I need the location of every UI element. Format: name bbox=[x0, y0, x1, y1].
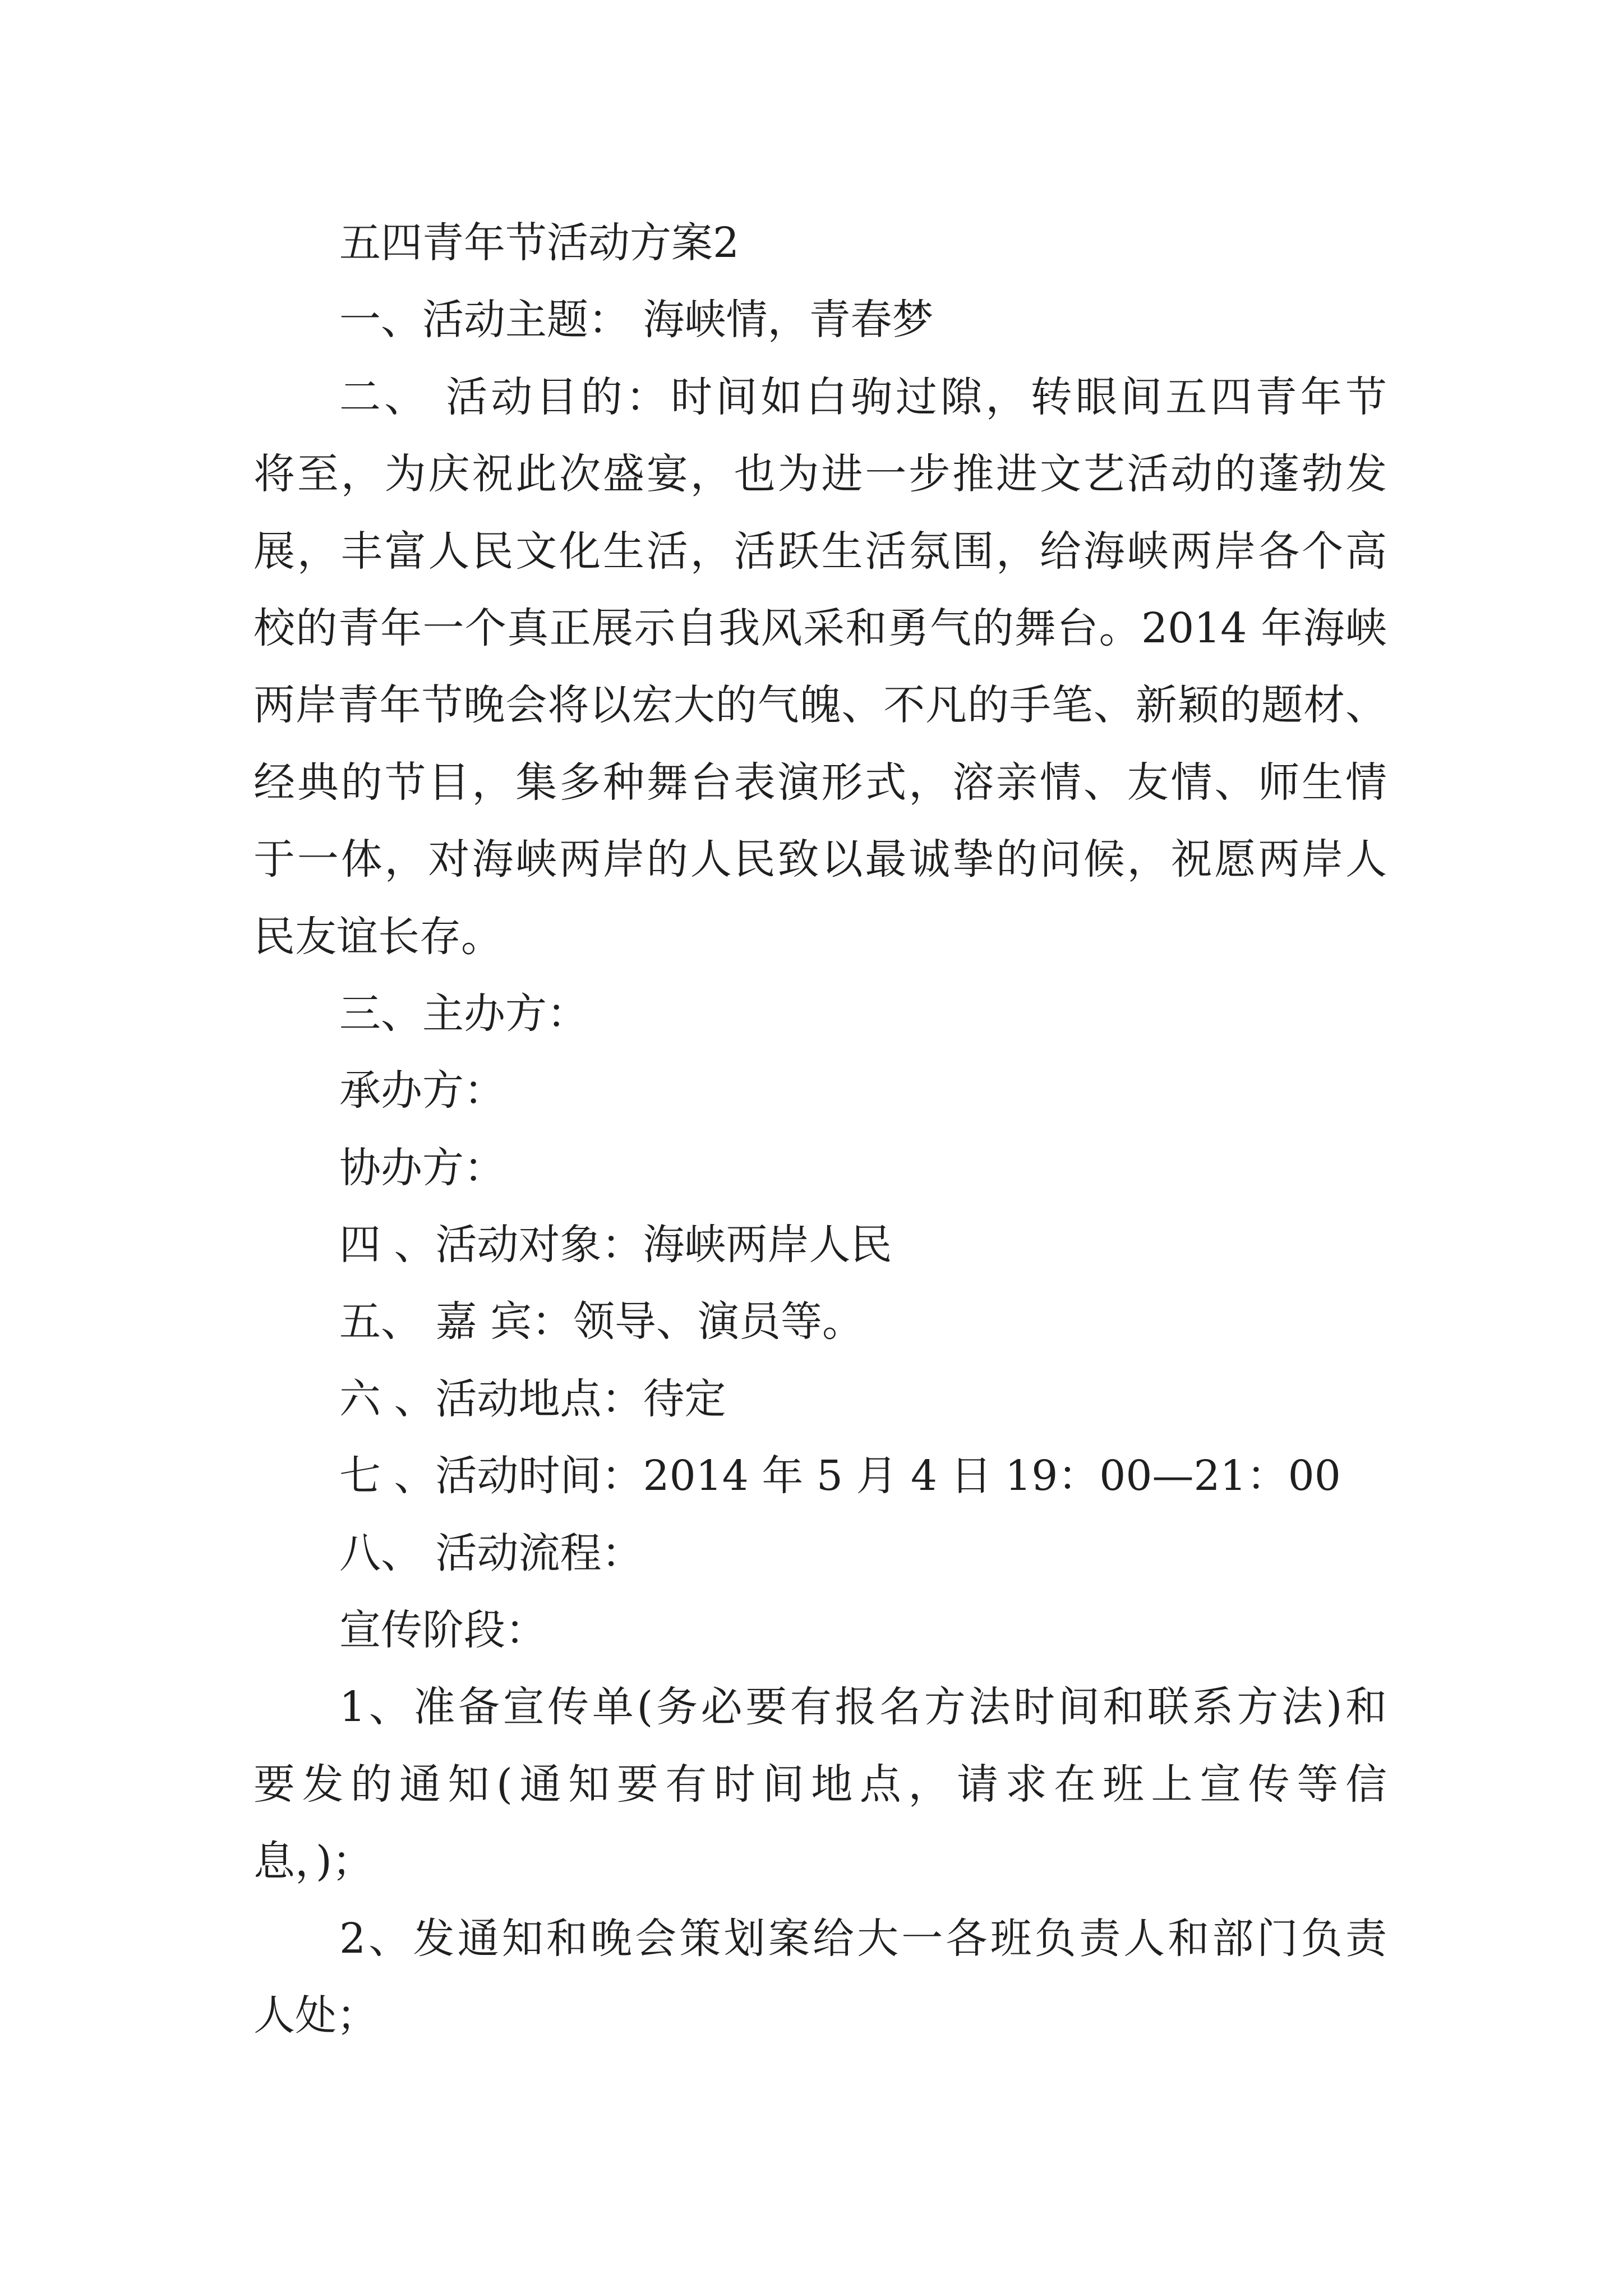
paragraph-line: 两岸青年节晚会将以宏大的气魄、不凡的手笔、新颖的题材、 bbox=[253, 681, 1387, 730]
audience-line: 四 、活动对象：海峡两岸人民 bbox=[339, 1221, 892, 1269]
document-body bbox=[253, 205, 1387, 2054]
publicity-heading: 宣传阶段： bbox=[339, 1606, 547, 1655]
paragraph-line: 人处； bbox=[253, 1991, 378, 2040]
paragraph-line: 民友谊长存。 bbox=[253, 912, 502, 961]
paragraph-line: 要发的通知(通知要有时间地点，请求在班上宣传等信 bbox=[253, 1760, 1387, 1809]
venue-line: 六 、活动地点：待定 bbox=[339, 1374, 726, 1423]
process-heading: 八、 活动流程： bbox=[339, 1529, 643, 1577]
paragraph-line: 息，)； bbox=[253, 1837, 374, 1886]
document-title: 五四青年节活动方案2 bbox=[339, 219, 740, 267]
paragraph-line: 校的青年一个真正展示自我风采和勇气的舞台。2014 年海峡 bbox=[253, 604, 1387, 652]
paragraph-line: 于一体，对海峡两岸的人民致以最诚挚的问候，祝愿两岸人 bbox=[253, 835, 1387, 884]
step-1-paragraph bbox=[253, 1669, 1387, 1900]
paragraph-line: 二、 活动目的：时间如白驹过隙，转眼间五四青年节 bbox=[339, 372, 1387, 421]
paragraph-line: 经典的节目，集多种舞台表演形式，溶亲情、友情、师生情 bbox=[253, 758, 1387, 807]
purpose-paragraph bbox=[253, 359, 1387, 976]
paragraph-line: 展，丰富人民文化生活，活跃生活氛围，给海峡两岸各个高 bbox=[253, 527, 1387, 576]
paragraph-line: 2、发通知和晚会策划案给大一各班负责人和部门负责 bbox=[339, 1914, 1387, 1963]
undertaker-line: 承办方： bbox=[339, 1066, 505, 1115]
time-line: 七 、活动时间：2014 年 5 月 4 日 19：00—21：00 bbox=[339, 1452, 1341, 1501]
theme-line: 一、活动主题： 海峡情，青春梦 bbox=[339, 296, 934, 344]
paragraph-line: 将至，为庆祝此次盛宴，也为进一步推进文艺活动的蓬勃发 bbox=[253, 450, 1387, 499]
host-line: 三、主办方： bbox=[339, 989, 588, 1038]
step-2-paragraph bbox=[253, 1901, 1387, 2055]
paragraph-line: 1、准备宣传单(务必要有报名方法时间和联系方法)和 bbox=[339, 1683, 1387, 1732]
co-organizer-line: 协办方： bbox=[339, 1143, 505, 1192]
guests-line: 五、 嘉 宾：领导、演员等。 bbox=[339, 1297, 864, 1346]
